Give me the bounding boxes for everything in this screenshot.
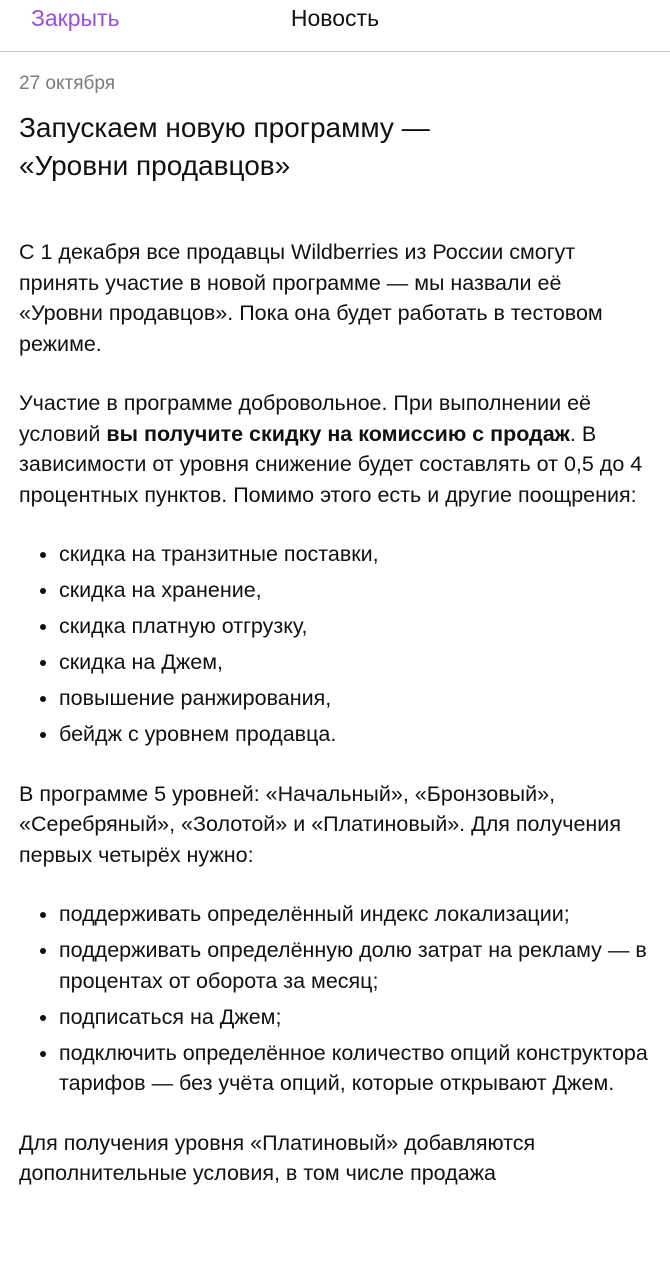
article-title: Запускаем новую программу — «Уровни продавцов» bbox=[19, 112, 430, 181]
paragraph-intro: С 1 декабря все продавцы Wildberries из России смогут принять участие в новой программе — мы назвали её «Уровни продавцов». Пока она будет работать в тестовом режиме. bbox=[19, 240, 603, 356]
rewards-list bbox=[19, 539, 650, 750]
list-item: • поддерживать определённый индекс локализации; bbox=[59, 899, 650, 930]
article bbox=[0, 73, 670, 1189]
header-title: Новость bbox=[290, 5, 380, 31]
paragraph-participation bbox=[19, 388, 650, 510]
list-item: • подключить определённое количество опций конструктора тарифов — без учёта опций, которые открывают Джем. bbox=[59, 1038, 650, 1099]
paragraph-platinum: Для получения уровня «Платиновый» добавляются дополнительные условия, в том числе продажа bbox=[19, 1130, 536, 1185]
list-item: • скидка на хранение, bbox=[59, 575, 650, 606]
list-item: • скидка платную отгрузку, bbox=[59, 611, 650, 642]
list-item: • скидка на транзитные поставки, bbox=[59, 539, 650, 570]
list-item: • подписаться на Джем; bbox=[59, 1002, 650, 1033]
bold-text: вы получите скидку на комиссию с продаж bbox=[106, 421, 570, 446]
list-item: • скидка на Джем, bbox=[59, 647, 650, 678]
list-item: • бейдж с уровнем продавца. bbox=[59, 719, 650, 750]
list-item: • повышение ранжирования, bbox=[59, 683, 650, 714]
list-item: • поддерживать определённую долю затрат на рекламу — в процентах от оборота за месяц; bbox=[59, 935, 650, 996]
paragraph-levels: В программе 5 уровней: «Начальный», «Бронзовый», «Серебряный», «Золотой» и «Платиновый». Для получения первых четырёх нужно: bbox=[19, 781, 621, 867]
text: Участие в программе добровольное. При выполнении её условий bbox=[19, 391, 591, 446]
nav-header bbox=[0, 0, 670, 52]
text: . В зависимости от уровня снижение будет составлять от 0,5 до 4 процентных пунктов. Помимо этого есть и другие поощрения: bbox=[19, 421, 643, 507]
article-date: 27 октября bbox=[19, 73, 116, 94]
requirements-list bbox=[19, 899, 650, 1099]
close-button[interactable]: Закрыть bbox=[31, 5, 120, 31]
